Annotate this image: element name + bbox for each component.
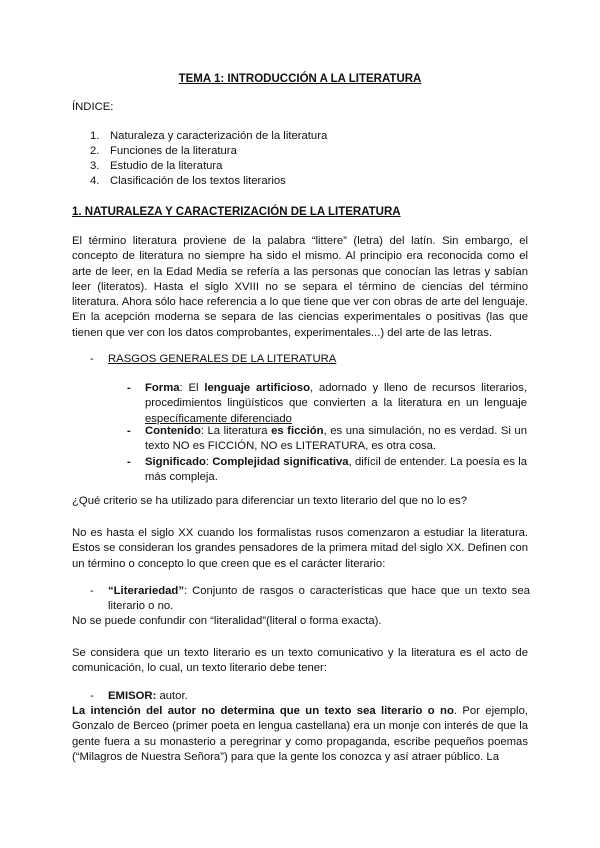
feature-significado: - Significado: Complejidad significativa, difícil de entender. La poesía es la más compleja. <box>127 456 527 484</box>
rasgos-heading: - RASGOS GENERALES DE LA LITERATURA <box>90 353 337 365</box>
paragraph-formalistas: No es hasta el siglo XX cuando los formalistas rusos comenzaron a estudiar la literatura. Estos se consideran los grandes pensadores de la primera mitad del siglo XX. Definen con un término o concepto lo que creen que es el carácter literario: <box>72 527 528 570</box>
paragraph-comunicacion: Se considera que un texto literario es un texto comunicativo y la literatura es el acto de comunicación, lo cual, un texto literario debe tener: <box>72 647 528 675</box>
toc-item: 2. Funciones de la literatura <box>90 145 237 157</box>
paragraph-intencion: La intención del autor no determina que un texto sea literario o no. Por ejemplo, Gonzalo de Berceo (primer poeta en lengua castellana) era un monje con interés de que la gente fuera a su monasterio a peregrinar y como propaganda, escribe pequeños poemas (“Milagros de Nuestra Señora”) para que la gente los conozca y así atraer público. La <box>72 705 528 763</box>
note-literalidad: No se puede confundir con “literalidad”(literal o forma exacta). <box>72 615 382 627</box>
paragraph-intro: El término literatura proviene de la palabra “littere” (letra) del latín. Sin embargo, el concepto de literatura no siempre ha sido el mismo. Al principio era reconocida como el arte de leer, en la Edad Media se refería a las personas que conocían las letras y sabían leer (literatos). Hasta el siglo XVIII no se separa el término de ciencias del término literatura. Ahora sólo hace referencia a lo que tiene que ver con obras de arte del lenguaje. En la acepción moderna se separa de las ciencias experimentales o positivas (las que tienen que ver con los datos comprobantes, experimentales...) del arte de las letras. <box>72 235 528 339</box>
document-title: TEMA 1: INTRODUCCIÓN A LA LITERATURA <box>178 73 422 85</box>
question: ¿Qué criterio se ha utilizado para diferenciar un texto literario del que no lo es? <box>72 495 467 507</box>
toc-item: 1. Naturaleza y caracterización de la literatura <box>90 130 328 142</box>
feature-contenido: - Contenido: La literatura es ficción, es una simulación, no es verdad. Si un texto NO es FICCIÓN, NO es LITERATURA, es otra cosa. <box>127 425 527 453</box>
definition-literariedad: - “Literariedad”: Conjunto de rasgos o características que hace que un texto sea literario o no. <box>90 585 530 612</box>
toc-item: 4. Clasificación de los textos literarios <box>90 175 286 187</box>
item-emisor: - EMISOR: autor. <box>90 690 188 702</box>
index-label: ÍNDICE: <box>72 101 114 113</box>
feature-forma: - Forma: El lenguaje artificioso, adornado y lleno de recursos literarios, procedimientos lingüísticos que convierten a la literatura en un lenguaje específicamente diferenciado <box>127 382 528 425</box>
table-of-contents <box>90 129 327 189</box>
section-1-heading: 1. NATURALEZA Y CARACTERIZACIÓN DE LA LITERATURA <box>72 206 401 218</box>
toc-item: 3. Estudio de la literatura <box>90 160 223 172</box>
